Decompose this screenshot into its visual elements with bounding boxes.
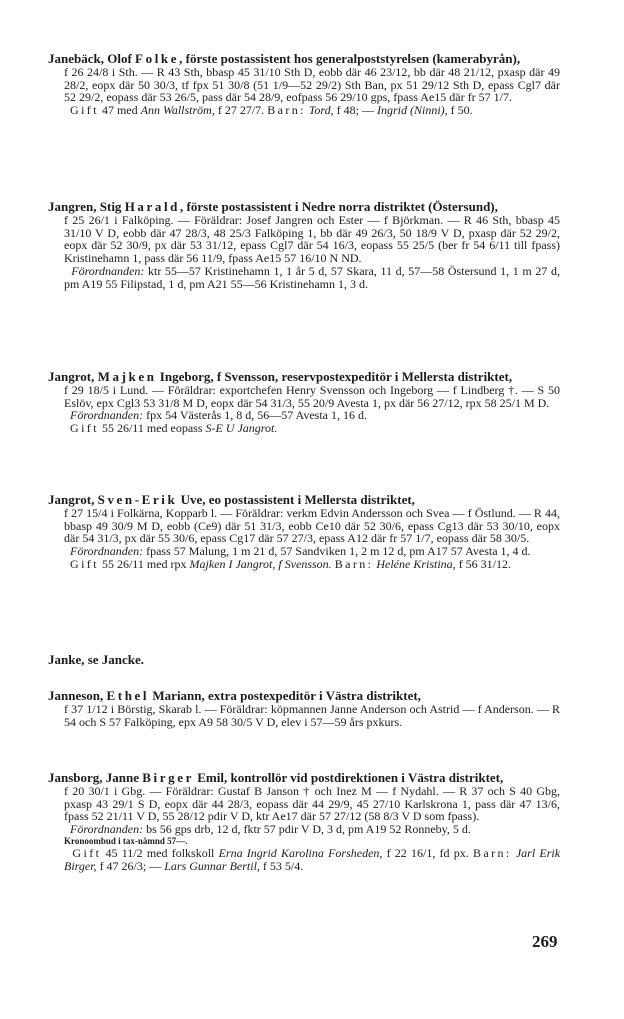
page-number: 269 [532, 932, 558, 951]
entry-jangrot-majken [48, 370, 560, 435]
entry-body: f 25 26/1 i Falköping. — Föräldrar: Josef Jangren och Ester — f Björkman. — R 46 Sth, bbasp 45 31/10 V D, eobb där 47 28/3, 48 25/3 Falköping 1, bb där 49 26/3, 50 18/9 V D, pxasp där 52 29/2, eopx där 52 30/9, px där 53 31/12, epass Cgl7 där 54 16/3, eopass 55 25/5 (ber fr 54 6/11 till fpass) Kristinehamn 1, pass där 56 11/9, fpass Ae15 57 16/10 N ND. Förordnanden: ktr 55—57 Kristinehamn 1, 1 år 5 d, 57 Skara, 11 d, 57—58 Östersund 1, 1 m 27 d, pm A19 55 Filipstad, 1 d, pm A21 55—56 Kristinehamn 1, 3 d. [64, 213, 560, 291]
entry-heading: Janebäck, Olof Folke, förste postassistent hos generalpoststyrelsen (kamerabyrån), [48, 51, 521, 66]
entry-heading: Janneson, Ethel Mariann, extra postexpeditör i Västra distriktet, [48, 688, 421, 703]
cross-reference: Janke, se Jancke. [48, 652, 145, 667]
entry-heading: Jangrot, Sven-Erik Uve, eo postassistent i Mellersta distriktet, [48, 492, 415, 507]
entry-jangren [48, 200, 560, 290]
entry-janeback [48, 52, 560, 117]
family-line: Gift 55 26/11 med rpx Majken I Jangrot, f Svensson. Barn: Heléne Kristina, f 56 31/12. [70, 556, 512, 571]
entry-jansborg [48, 771, 560, 872]
family-line: Gift 45 11/2 med folkskoll Erna Ingrid Karolina Forsheden, f 22 16/1, fd px. Barn: Jarl Erik Birger, f 47 26/3; — Lars Gunnar Bertil, f 53 5/4. [64, 845, 561, 873]
entry-body: f 27 15/4 i Folkärna, Kopparb l. — Föräldrar: verkm Edvin Andersson och Svea — f Östlund. — R 44, bbasp 49 30/9 M D, eobb (Ce9) där 51 31/3, eobb Ce10 där 52 30/6, epass Cg13 där 53 30/10, eopx där 54 31/3, px där 55 30/6, epass Cg17 där 57 27/3, epass A12 där fr 57 1/7, eopass där 58 30/5. Förordnanden: fpass 57 Malung, 1 m 21 d, 57 Sandviken 1, 2 m 12 d, pm A17 57 Avesta 1, 4 d. Gift 55 26/11 med rpx Majken I Jangrot, f Svensson. Barn: Heléne Kristina, f 56 31/12. [64, 506, 560, 571]
entry-heading: Jangren, Stig Harald, förste postassistent i Nedre norra distriktet (Östersund), [48, 199, 498, 214]
entry-body: f 20 30/1 i Gbg. — Föräldrar: Gustaf B Janson † och Inez M — f Nydahl. — R 37 och S 40 Gbg, pxasp 43 29/1 S D, eopx där 44 28/3, eopass där 44 29/9, 45 27/10 Karlskrona 1, pass där 47 13/6, fpass 52 21/11 V D, 55 28/12 pdir V D, ktr Ae17 där 57 27/12 (58 8/3 V D som fpass). Förordnanden: bs 56 gps drb, 12 d, fktr 57 pdir V D, 3 d, pm A19 52 Ronneby, 5 d. Kronoombud i tax-nämnd 57—. Gift 45 11/2 med folkskoll Erna Ingrid Karolina Forsheden, f 22 16/1, fd px. Barn: Jarl Erik Birger, f 47 26/3; — Lars Gunnar Bertil, f 53 5/4. [64, 784, 561, 873]
entry-heading: Jangrot, Majken Ingeborg, f Svensson, reservpostexpeditör i Mellersta distriktet, [48, 369, 513, 384]
entry-body: f 26 24/8 i Sth. — R 43 Sth, bbasp 45 31/10 Sth D, eobb där 46 23/12, bb där 48 21/12, pxasp där 49 28/2, eopx där 50 30/3, tf fpx 51 30/8 (51 1/9—52 29/2) Sth Ban, px 51 29/12 Sth D, epass Cgl7 där 52 29/2, eopass där 53 26/5, pass där 54 28/9, eofpass 56 29/10 gps, fpass Ae15 där fr 57 1/7. Gift 47 med Ann Wallström, f 27 27/7. Barn: Tord, f 48; — Ingrid (Ninni), f 50. [64, 65, 560, 118]
note: Kronoombud i tax-nämnd 57—. [64, 835, 188, 846]
entry-heading: Jansborg, Janne Birger Emil, kontrollör vid postdirektionen i Västra distriktet, [48, 770, 504, 785]
entry-janke [48, 653, 560, 667]
entry-janneson [48, 689, 560, 728]
entry-body: f 29 18/5 i Lund. — Föräldrar: exportchefen Henry Svensson och Ingeborg — f Lindberg †. — S 50 Eslöv, epx Cgl3 53 31/8 M D, eopx där 54 31/3, 55 20/9 Avesta 1, px där 56 27/12, rpx 58 25/1 M D. Förordnanden: fpx 54 Västerås 1, 8 d, 56—57 Avesta 1, 16 d. Gift 55 26/11 med eopass S-E U Jangrot. [64, 383, 560, 436]
entry-jangrot-sven-erik [48, 493, 560, 571]
entry-body: f 37 1/12 i Börstig, Skarab l. — Föräldrar: köpmannen Janne Anderson och Astrid — f Anderson. — R 54 och S 57 Falköping, epx A9 58 30/5 V D, elev i 57—59 års pxkurs. [64, 702, 560, 729]
family-line: Gift 47 med Ann Wallström, f 27 27/7. Barn: Tord, f 48; — Ingrid (Ninni), f 50. [70, 103, 473, 118]
family-line: Gift 55 26/11 med eopass S-E U Jangrot. [70, 421, 278, 436]
